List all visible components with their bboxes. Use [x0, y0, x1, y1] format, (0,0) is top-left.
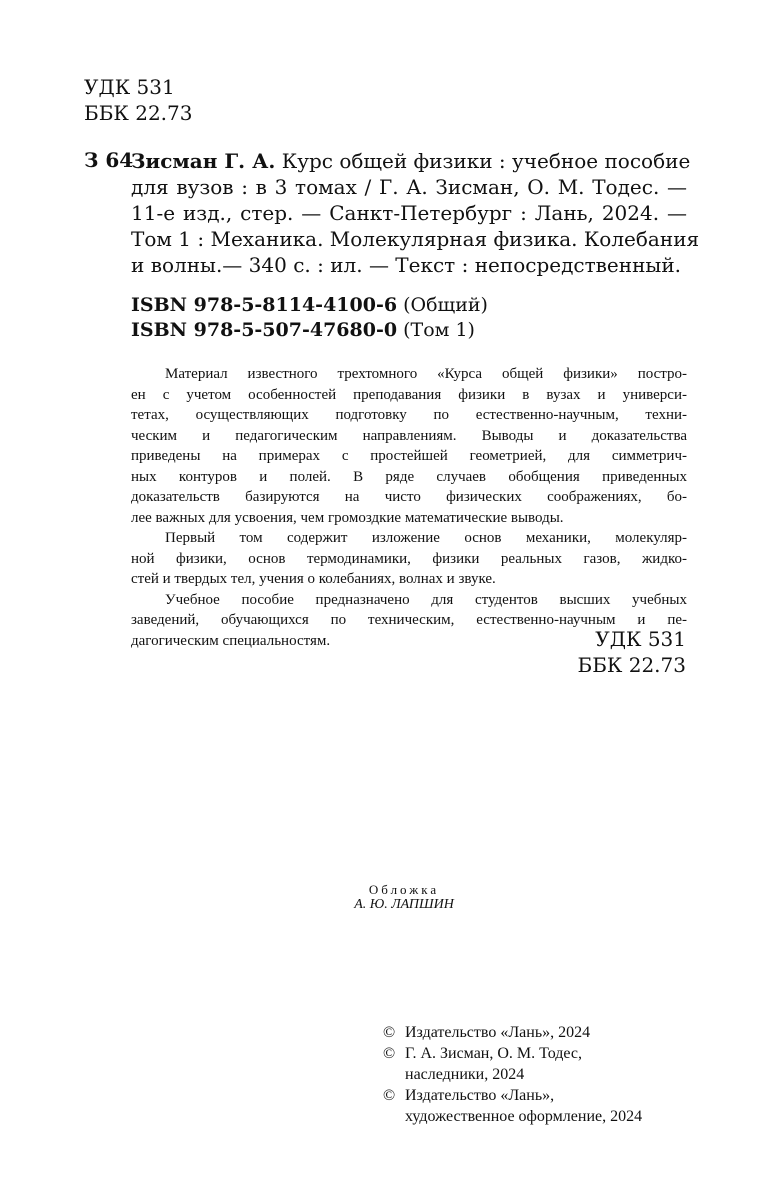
- copyright-symbol: ©: [383, 1045, 396, 1062]
- isbn-general: [131, 292, 488, 318]
- abstract-line: ных контуров и полей. В ряде случаев обобщения приведенных: [131, 469, 687, 485]
- author-mark: З 64: [84, 148, 134, 172]
- cover-artist: А. Ю. ЛАПШИН: [354, 897, 454, 912]
- abstract-line: Первый том содержит изложение основ механики, молекуляр-: [165, 530, 687, 546]
- isbn-number: ISBN 978-5-8114-4100-6: [131, 294, 398, 316]
- cover-label: Обложка: [368, 882, 440, 897]
- udk-code-bottom: УДК 531: [595, 627, 686, 651]
- abstract-line: ен с учетом особенностей преподавания физики в вузах и универси-: [131, 387, 687, 403]
- copyright-symbol: ©: [383, 1024, 396, 1041]
- udk-code: УДК 531: [84, 75, 175, 99]
- bibliographic-title: Курс общей физики : учебное пособие: [281, 149, 691, 173]
- abstract-line: заведений, обучающихся по техническим, естественно-научным и пе-: [131, 612, 687, 628]
- abstract-line: ческим и педагогическим направлениям. Выводы и доказательства: [131, 428, 687, 444]
- copyright-line: Г. А. Зисман, О. М. Тодес,: [405, 1045, 582, 1062]
- abstract-line: доказательств базируются на чисто физических соображениях, бо-: [131, 489, 687, 505]
- bbk-code: ББК 22.73: [84, 101, 193, 125]
- author-name: Зисман Г. А.: [131, 149, 276, 173]
- abstract-line: стей и твердых тел, учения о колебаниях, волнах и звуке.: [131, 571, 496, 587]
- bibliographic-line-2: для вузов : в 3 томах / Г. А. Зисман, О. М. Тодес. —: [131, 175, 687, 199]
- abstract-line: приведены на примерах с простейшей геометрией, для симметрич-: [131, 448, 687, 464]
- copyright-symbol: ©: [383, 1087, 396, 1104]
- abstract-line: Учебное пособие предназначено для студентов высших учебных: [165, 592, 687, 608]
- bibliographic-line-4: Том 1 : Механика. Молекулярная физика. Колебания: [131, 227, 700, 251]
- abstract-line: тетах, осуществляющих подготовку по естественно-научным, техни-: [131, 407, 687, 423]
- bibliographic-line-5: и волны.— 340 с. : ил. — Текст : непосредственный.: [131, 253, 682, 277]
- abstract-line: ной физики, основ термодинамики, физики реальных газов, жидко-: [131, 551, 687, 567]
- abstract-line: дагогическим специальностям.: [131, 633, 331, 649]
- copyright-line: Издательство «Лань»,: [405, 1087, 555, 1104]
- isbn-note: (Том 1): [403, 319, 475, 341]
- isbn-number: ISBN 978-5-507-47680-0: [131, 319, 398, 341]
- copyright-line: наследники, 2024: [405, 1066, 525, 1083]
- abstract-line: лее важных для усвоения, чем громоздкие математические выводы.: [131, 510, 564, 526]
- bibliographic-line-1: [131, 148, 691, 174]
- bibliographic-line-3: 11-е изд., стер. — Санкт-Петербург : Лань, 2024. —: [131, 201, 687, 225]
- copyright-line: художественное оформление, 2024: [405, 1108, 643, 1125]
- copyright-line: Издательство «Лань», 2024: [405, 1024, 591, 1041]
- isbn-note: (Общий): [403, 294, 488, 316]
- isbn-volume: [131, 317, 475, 343]
- abstract-line: Материал известного трехтомного «Курса общей физики» постро-: [165, 366, 687, 382]
- bbk-code-bottom: ББК 22.73: [577, 653, 686, 677]
